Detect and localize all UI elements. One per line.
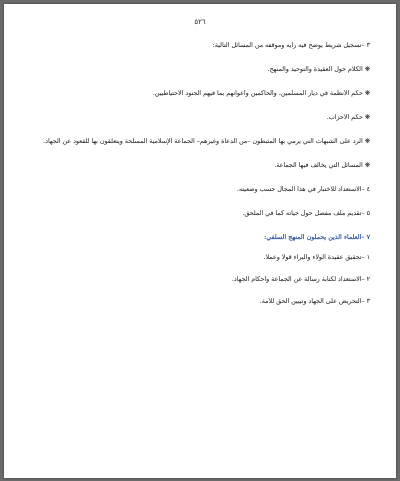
scholar-item-3: ٣ –التحريض على الجهاد وتبيين الحق للأمة. — [259, 298, 370, 305]
bullet-disagreements: ❋ المسائل التي يخالف فيها الجماعة. — [274, 162, 370, 169]
paragraph-item-4: ٤ –الاستعداد للاختبار في هذا المجال حسب وضعيته. — [236, 186, 370, 193]
bullet-aqeedah: ❋ الكلام حول العقيدة والتوحيد والمنهج. — [267, 66, 370, 73]
scholar-item-2: ٢ –الاستعداد لكتابة رسالة عن الجماعة وأحكام الجهاد. — [231, 276, 370, 283]
scholar-item-1: ١ –تحقيق عقيدة الولاء والبراء قولا وعملا. — [263, 254, 370, 261]
page-number: ٥٢٦ — [194, 18, 206, 26]
document-page — [4, 4, 396, 478]
bullet-parties: ❋ حكم الأحزاب. — [326, 114, 370, 121]
section-heading-7: ٧ –العلماء الذين يحملون المنهج السلفي: — [263, 234, 370, 241]
paragraph-item-3: ٣ –تسجيل شريط يوضح فيه رأيه وموقفه من المسائل التالية: — [212, 42, 370, 49]
paragraph-item-5: ٥ –تقديم ملف مفصل حول حياته كما في الملحق. — [242, 210, 370, 217]
bullet-regimes: ❋ حكم الأنظمة في ديار المسلمين، والحاكمين وأعوانهم بما فيهم الجنود الاحتياطيين. — [152, 90, 370, 97]
bullet-doubts: ❋ الرد على الشبهات التي يرمي بها المثبطون –من الدعاة وغيرهم– الجماعة الإسلامية المسلحة ويتعلقون بها للقعود عن الجهاد. — [43, 138, 370, 145]
page-content — [30, 42, 370, 320]
